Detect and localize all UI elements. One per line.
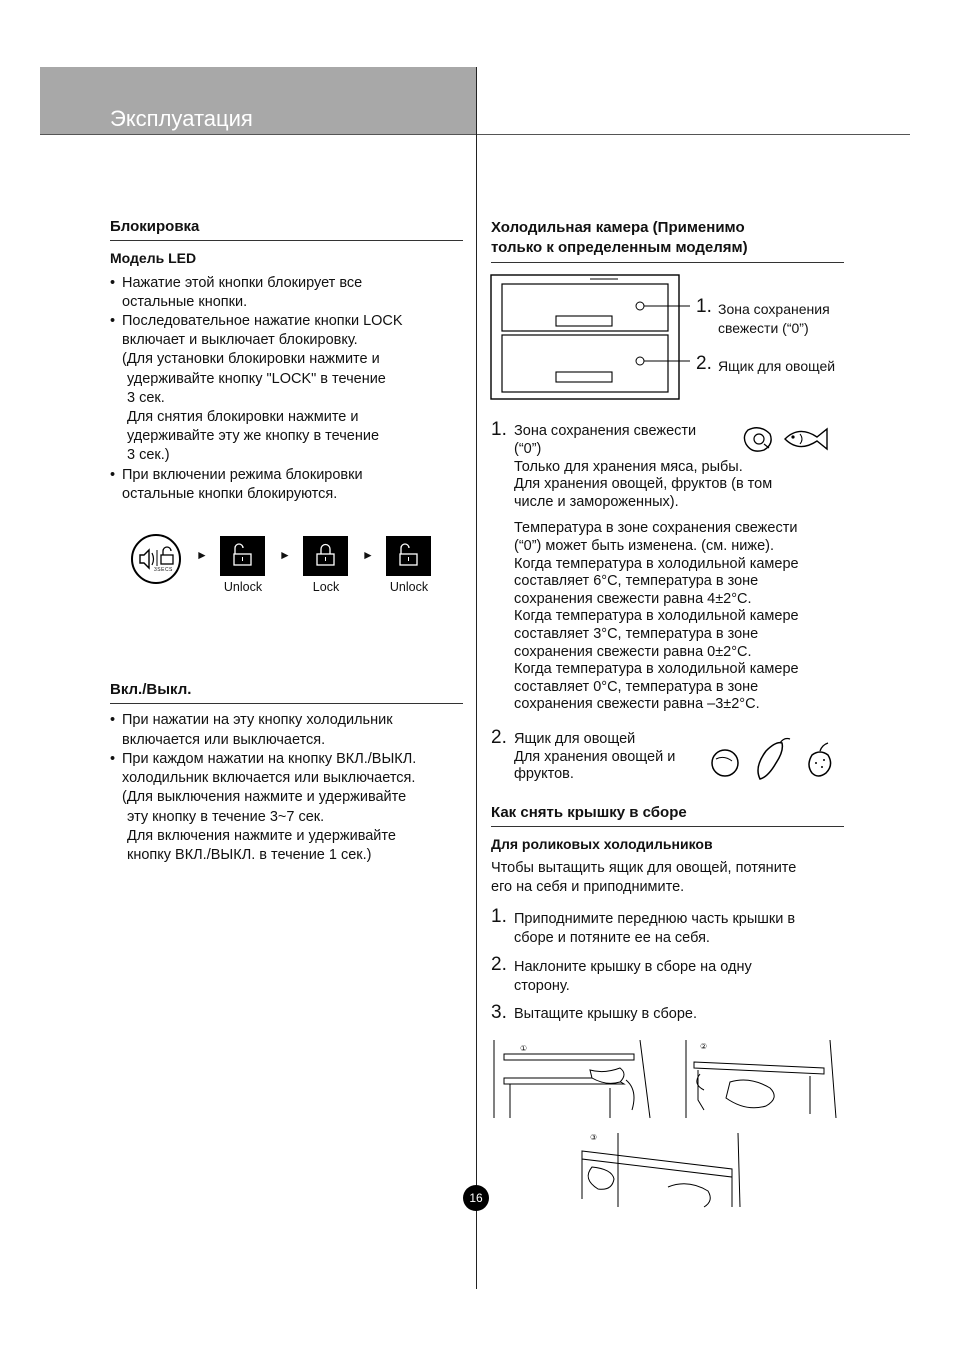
text-line: холодильник включается или выключается. [122, 770, 416, 786]
text-line: составляет 3°C, температура в зоне [514, 626, 759, 642]
text-line: 3 сек.) [127, 447, 170, 463]
lock-subtitle: Модель LED [110, 250, 197, 266]
title-line: Холодильная камера (Применимо [491, 219, 745, 236]
text-line: Чтобы вытащить ящик для овощей, потяните [491, 860, 797, 876]
figure-label: ③ [590, 1133, 598, 1142]
drawer-diagram [490, 274, 690, 402]
arrow-right-icon: ► [196, 548, 208, 562]
text-line: При включении режима блокировки [122, 467, 363, 483]
text-line: остальные кнопки блокируются. [122, 486, 338, 502]
unlock-icon [220, 536, 265, 576]
text-line: сохранения свежести равна 0±2°C. [514, 644, 752, 660]
step-number: 3. [491, 1002, 507, 1023]
fish-icon [782, 426, 832, 457]
text-line: сборе и потяните ее на себя. [514, 930, 710, 946]
text-line: Когда температура в холодильной камере [514, 661, 799, 677]
header-rule [40, 134, 910, 135]
removal-illustration-2 [680, 1040, 840, 1120]
figure-label: ① [520, 1044, 528, 1053]
power-section-title: Вкл./Выкл. [110, 681, 192, 698]
item-number: 2. [491, 727, 507, 748]
text-line: Только для хранения мяса, рыбы. [514, 459, 743, 475]
text-line: 3 сек. [127, 390, 165, 406]
text-line: составляет 6°C, температура в зоне [514, 573, 759, 589]
removal-illustration-3 [578, 1133, 750, 1209]
diagram-label: Зона сохранения [718, 301, 830, 317]
text-line: Вытащите крышку в сборе. [514, 1006, 697, 1022]
text-line: Ящик для овощей [514, 731, 636, 747]
vegetable-icon [710, 735, 836, 786]
meat-icon [742, 424, 776, 459]
page-title: Эксплуатация [110, 106, 253, 131]
text-line: Наклоните крышку в сборе на одну [514, 959, 752, 975]
lock-section-title: Блокировка [110, 218, 200, 235]
diagram-label: Ящик для овощей [718, 358, 836, 374]
cover-section-rule [491, 826, 844, 827]
label-number: 2. [696, 353, 712, 374]
text-line: (“0”) [514, 441, 542, 457]
power-section-rule [110, 703, 463, 704]
text-line: числе и замороженных). [514, 494, 679, 510]
text-line: Для включения нажмите и удерживайте [127, 828, 396, 844]
text-line: При нажатии на эту кнопку холодильник [122, 712, 393, 728]
figure-label: ② [700, 1042, 708, 1051]
text-line: включается или выключается. [122, 732, 326, 748]
lock-button-label: 3SECS [154, 567, 173, 573]
header-bar [40, 67, 476, 135]
text-line: удерживайте кнопку "LOCK" в течение [127, 371, 386, 387]
text-line: Когда температура в холодильной камере [514, 608, 799, 624]
text-line: Для хранения овощей и [514, 749, 676, 765]
lock-icon [303, 536, 348, 576]
unlock-icon [386, 536, 431, 576]
text-line: составляет 0°C, температура в зоне [514, 679, 759, 695]
lock-section-rule [110, 240, 463, 241]
text-line: (Для выключения нажмите и удерживайте [122, 789, 407, 805]
text-line: остальные кнопки. [122, 294, 248, 310]
text-line: фруктов. [514, 766, 574, 782]
cold-section-title [491, 218, 748, 258]
label-number: 1. [696, 296, 712, 317]
text-line: сохранения свежести равна 4±2°C. [514, 591, 752, 607]
text-line: Для хранения овощей, фруктов (в том [514, 476, 773, 492]
text-line: При каждом нажатии на кнопку ВКЛ./ВЫКЛ. [122, 751, 417, 767]
item-number: 1. [491, 419, 507, 440]
text-line: Зона сохранения свежести [514, 423, 697, 439]
text-line: (“0”) может быть изменена. (см. ниже). [514, 538, 774, 554]
cover-section-title: Как снять крышку в сборе [491, 804, 687, 821]
text-line: Для снятия блокировки нажмите и [127, 409, 359, 425]
diagram-label: свежести (“0”) [718, 320, 809, 336]
step-number: 2. [491, 954, 507, 975]
state-caption: Lock [312, 580, 340, 594]
text-line: (Для установки блокировки нажмите и [122, 351, 380, 367]
lock-button-icon [130, 533, 182, 585]
page-number: 16 [463, 1185, 489, 1211]
arrow-right-icon: ► [362, 548, 374, 562]
arrow-right-icon: ► [279, 548, 291, 562]
text-line: Последовательное нажатие кнопки LOCK [122, 313, 403, 329]
text-line: Температура в зоне сохранения свежести [514, 520, 798, 536]
cover-subtitle: Для роликовых холодильников [491, 836, 713, 852]
text-line: Когда температура в холодильной камере [514, 556, 799, 572]
text-line: кнопку ВКЛ./ВЫКЛ. в течение 1 сек.) [127, 847, 372, 863]
text-line: удерживайте эту же кнопку в течение [127, 428, 380, 444]
text-line: сторону. [514, 978, 570, 994]
text-line: его на себя и приподнимите. [491, 879, 685, 895]
step-number: 1. [491, 906, 507, 927]
text-line: включает и выключает блокировку. [122, 332, 358, 348]
title-line: только к определенным моделям) [491, 239, 748, 256]
removal-illustration-1 [490, 1040, 654, 1120]
state-caption: Unlock [389, 580, 429, 594]
state-caption: Unlock [223, 580, 263, 594]
text-line: Приподнимите переднюю часть крышки в [514, 911, 796, 927]
text-line: эту кнопку в течение 3~7 сек. [127, 809, 325, 825]
cold-section-rule [491, 262, 844, 263]
column-divider [476, 67, 477, 1289]
text-line: сохранения свежести равна –3±2°C. [514, 696, 760, 712]
text-line: Нажатие этой кнопки блокирует все [122, 275, 363, 291]
